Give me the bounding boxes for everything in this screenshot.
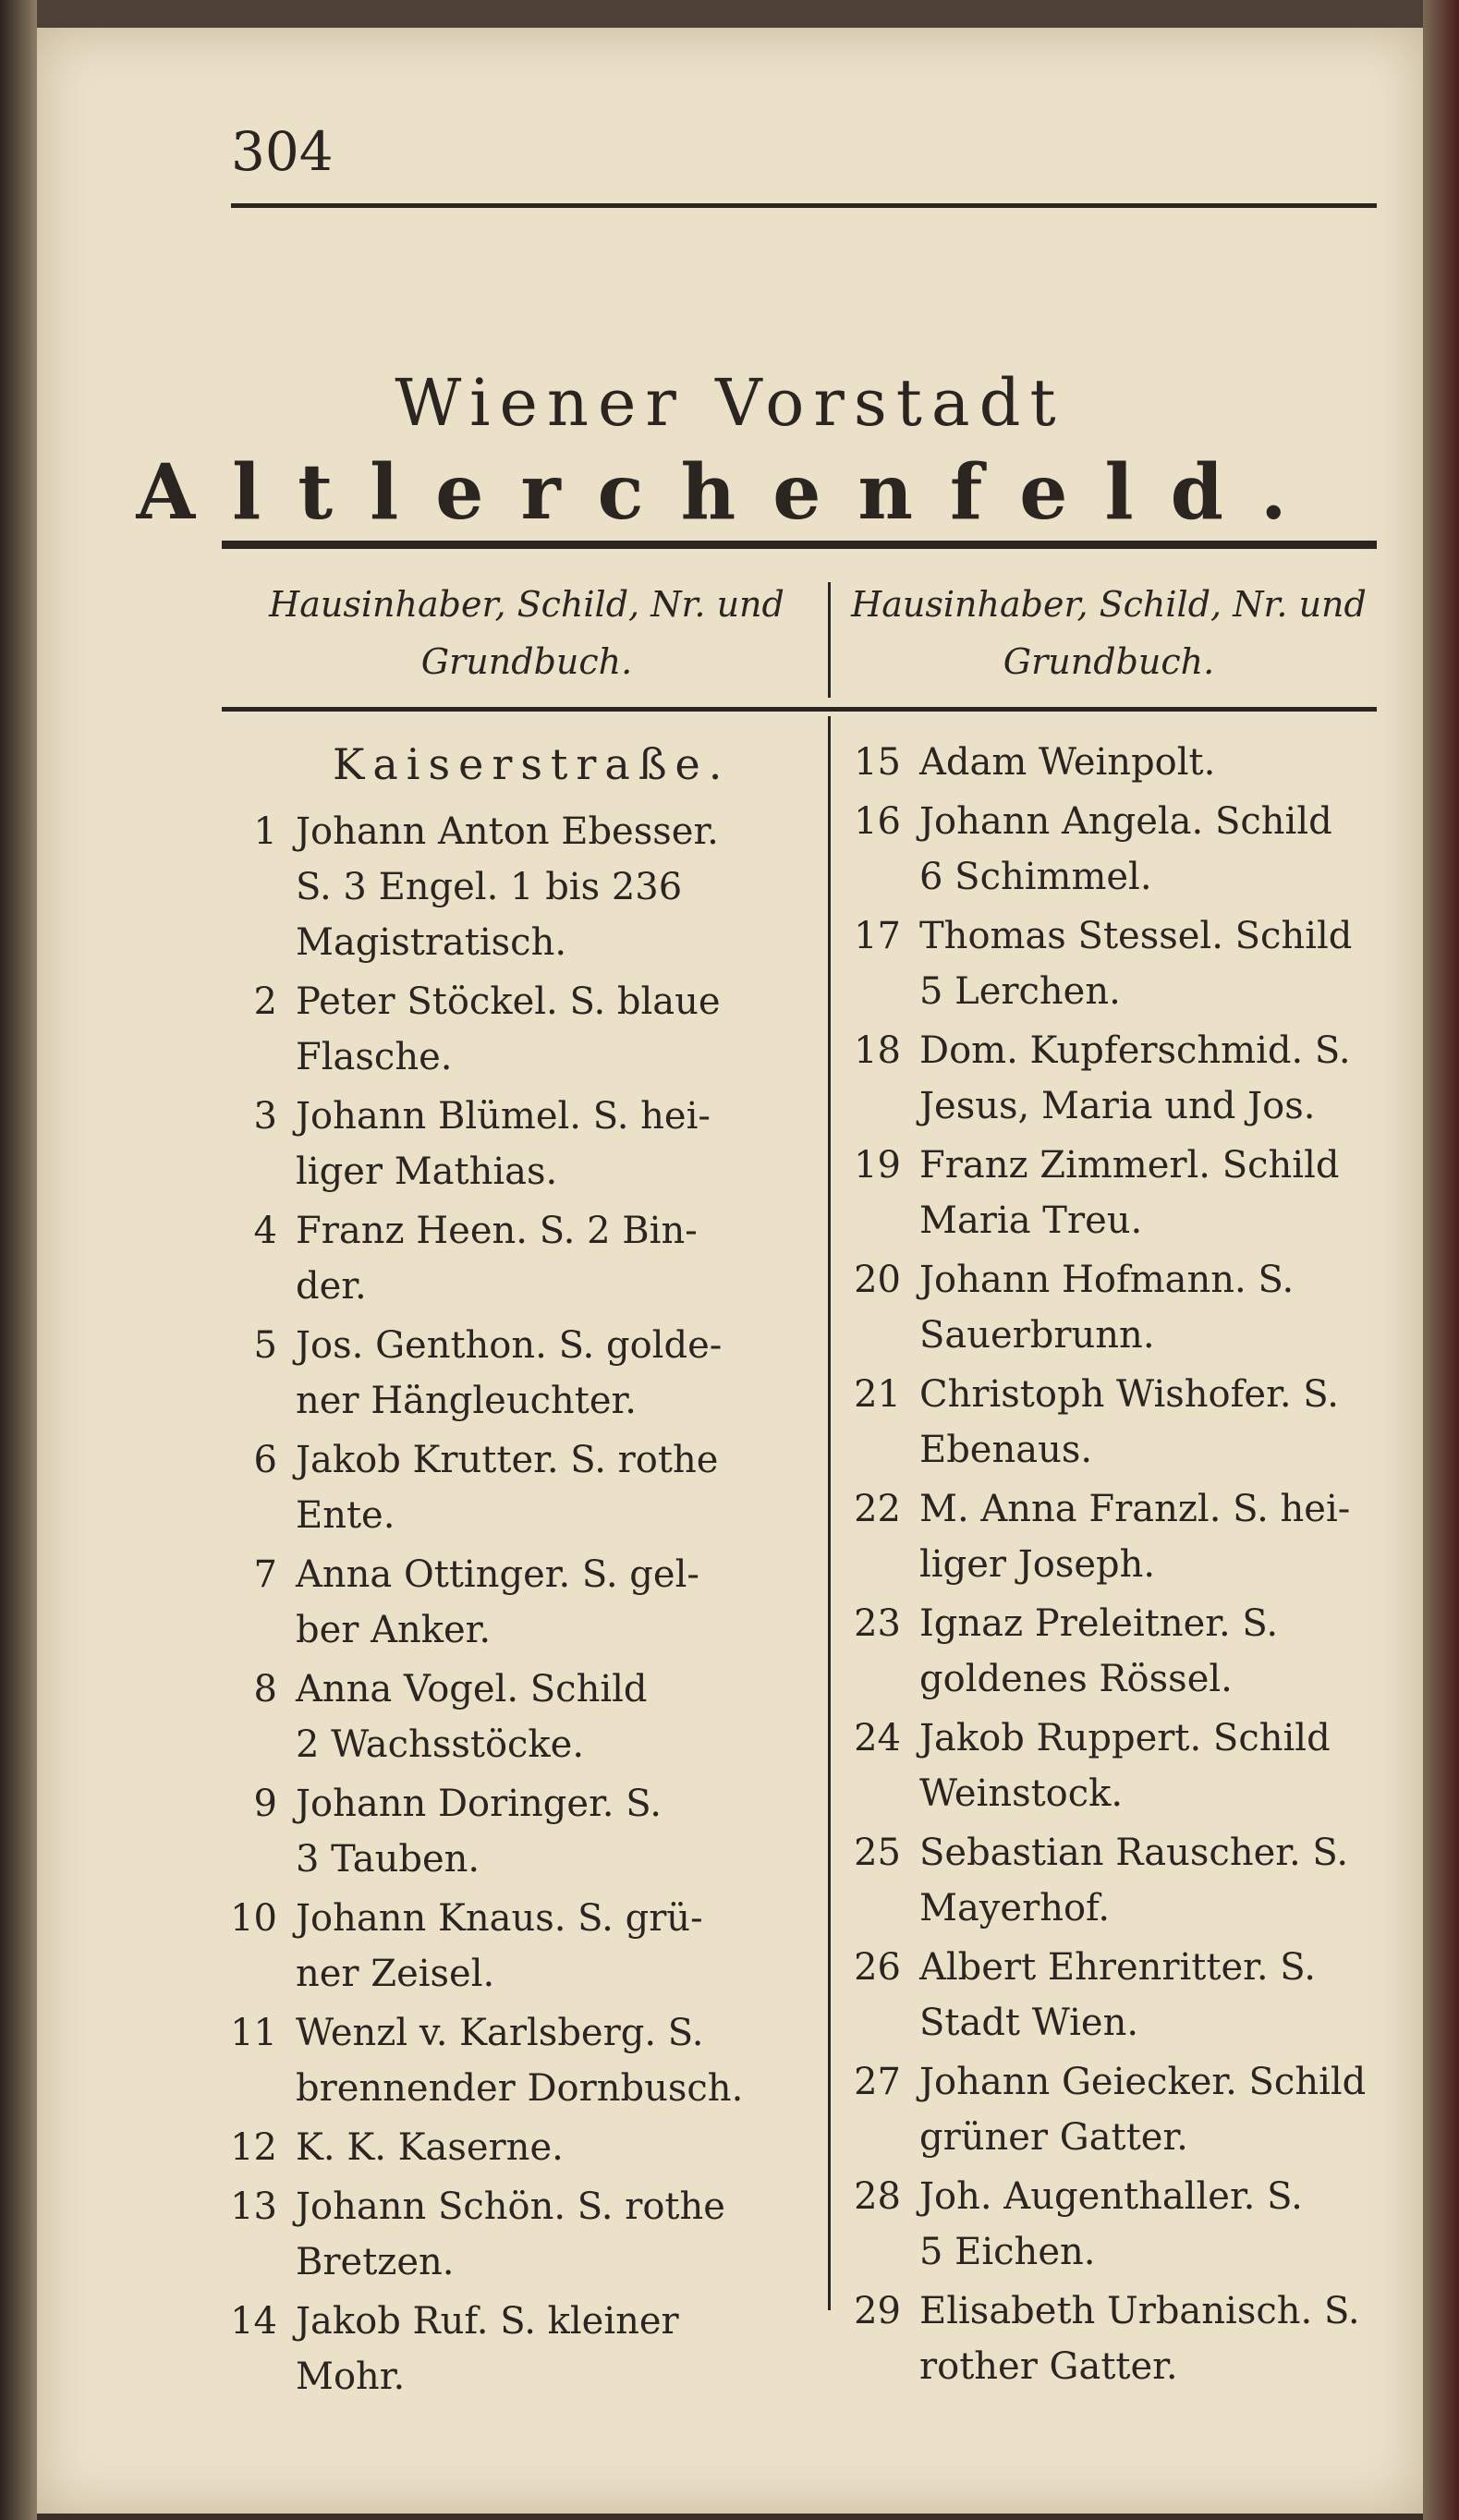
house-entry-text: Johann Doringer. S. 3 Tauben. — [296, 1783, 662, 1881]
house-number: 7 — [253, 1553, 277, 1596]
house-number: 3 — [253, 1095, 277, 1138]
house-entry-text: Anna Ottinger. S. gel- ber Anker. — [296, 1553, 699, 1651]
house-number: 2 — [253, 980, 277, 1023]
house-number: 28 — [854, 2175, 901, 2218]
book-page — [37, 28, 1423, 2514]
house-entry-text: Jakob Ruf. S. kleiner Mohr. — [296, 2300, 679, 2398]
house-number: 27 — [854, 2061, 901, 2103]
house-number: 17 — [854, 915, 901, 957]
house-number: 22 — [854, 1488, 901, 1530]
house-number: 24 — [854, 1717, 901, 1759]
house-number: 11 — [230, 2012, 277, 2054]
house-entry-text: Albert Ehrenritter. S. Stadt Wien. — [919, 1946, 1316, 2044]
house-number: 25 — [854, 1832, 901, 1874]
house-entry-text: Jakob Krutter. S. rothe Ente. — [296, 1439, 719, 1537]
page-title-line1: Wiener Vorstadt — [395, 365, 1065, 441]
house-number: 4 — [253, 1210, 277, 1252]
house-entry-text: Dom. Kupferschmid. S. Jesus, Maria und Jos. — [919, 1029, 1351, 1127]
title-rule — [222, 541, 1377, 549]
house-number: 8 — [253, 1668, 277, 1710]
house-number: 16 — [854, 800, 901, 843]
house-entry-text: Franz Heen. S. 2 Bin- der. — [296, 1210, 698, 1308]
house-number: 1 — [253, 810, 277, 853]
house-number: 10 — [230, 1897, 277, 1940]
column-divider — [828, 716, 831, 2310]
house-entry-text: Jos. Genthon. S. golde- ner Hängleuchter. — [296, 1324, 723, 1422]
house-number: 13 — [230, 2185, 277, 2228]
house-number: 14 — [230, 2300, 277, 2343]
house-number: 6 — [253, 1439, 277, 1481]
house-entry-text: Joh. Augenthaller. S. 5 Eichen. — [919, 2175, 1303, 2273]
house-number: 23 — [854, 1602, 901, 1645]
house-entry-text: Johann Knaus. S. grü- ner Zeisel. — [296, 1897, 703, 1995]
house-entry-text: Franz Zimmerl. Schild Maria Treu. — [919, 1144, 1340, 1242]
house-entry-text: Johann Anton Ebesser. S. 3 Engel. 1 bis 236 Magistratisch. — [296, 810, 719, 964]
page-edge — [1423, 0, 1459, 2520]
house-entry-text: Wenzl v. Karlsberg. S. brennender Dornbusch. — [296, 2012, 744, 2110]
house-entry-text: Christoph Wishofer. S. Ebenaus. — [919, 1373, 1339, 1471]
column-header-left: Hausinhaber, Schild, Nr. und Grundbuch. — [269, 584, 784, 682]
header-column-divider — [828, 582, 831, 698]
column-header-right: Hausinhaber, Schild, Nr. und Grundbuch. — [851, 584, 1367, 682]
column-header-rule — [222, 707, 1377, 712]
house-entry-text: Sebastian Rauscher. S. Mayerhof. — [919, 1832, 1349, 1930]
page-number: 304 — [231, 120, 334, 183]
house-entry-text: Anna Vogel. Schild 2 Wachsstöcke. — [296, 1668, 648, 1766]
house-number: 12 — [230, 2126, 277, 2169]
house-entry-text: Jakob Ruppert. Schild Weinstock. — [919, 1717, 1331, 1815]
house-entry-text: Johann Geiecker. Schild grüner Gatter. — [919, 2061, 1367, 2159]
house-entry-text: Johann Hofmann. S. Sauerbrunn. — [919, 1259, 1295, 1357]
house-entry-text: Johann Blümel. S. hei- liger Mathias. — [296, 1095, 711, 1193]
street-heading: Kaiserstraße. — [333, 739, 731, 789]
page-title-line2: Altlerchenfeld. — [136, 448, 1324, 537]
house-number: 19 — [854, 1144, 901, 1187]
house-entry-text: Adam Weinpolt. — [919, 741, 1216, 784]
house-entry-text: Johann Angela. Schild 6 Schimmel. — [919, 800, 1332, 898]
house-entry-text: M. Anna Franzl. S. hei- liger Joseph. — [919, 1488, 1351, 1586]
book-spine — [0, 0, 37, 2520]
house-number: 9 — [253, 1783, 277, 1825]
house-number: 29 — [854, 2290, 901, 2332]
house-entry-text: Johann Schön. S. rothe Bretzen. — [296, 2185, 725, 2283]
house-entry-text: K. K. Kaserne. — [296, 2126, 564, 2169]
house-number: 20 — [854, 1259, 901, 1301]
house-entry-text: Elisabeth Urbanisch. S. rother Gatter. — [919, 2290, 1360, 2388]
house-number: 21 — [854, 1373, 901, 1416]
house-number: 5 — [253, 1324, 277, 1367]
house-number: 26 — [854, 1946, 901, 1989]
header-rule — [231, 203, 1377, 208]
top-edge — [37, 0, 1423, 28]
house-entry-text: Ignaz Preleitner. S. goldenes Rössel. — [919, 1602, 1279, 1700]
house-number: 15 — [854, 741, 901, 784]
house-entry-text: Peter Stöckel. S. blaue Flasche. — [296, 980, 721, 1078]
house-entry-text: Thomas Stessel. Schild 5 Lerchen. — [919, 915, 1353, 1013]
house-number: 18 — [854, 1029, 901, 1072]
